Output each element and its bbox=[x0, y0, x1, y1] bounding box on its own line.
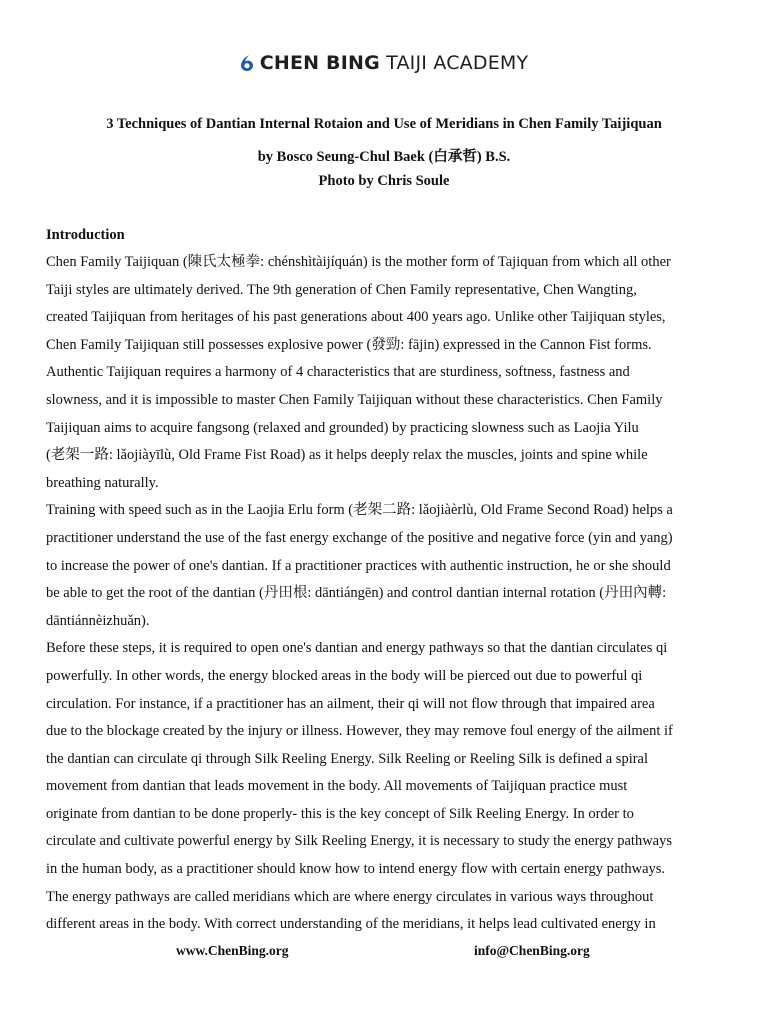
body-text bbox=[46, 249, 722, 939]
document-title: 3 Techniques of Dantian Internal Rotaion and Use of Meridians in Chen Family Taijiquan bbox=[106, 116, 662, 132]
yin-drop-icon bbox=[240, 54, 254, 72]
logo-tagline: TAIJI ACADEMY bbox=[386, 52, 529, 74]
body-line: Authentic Taijiquan requires a harmony of 4 characteristics that are sturdiness, softness, fastness and bbox=[46, 364, 630, 381]
body-line: (老架一路: lǎojiàyīlù, Old Frame Fist Road) as it helps deeply relax the muscles, joints and spine while bbox=[46, 447, 648, 464]
body-line: be able to get the root of the dantian (丹田根: dāntiángēn) and control dantian internal rotation (丹田內轉: bbox=[46, 585, 667, 602]
body-line: The energy pathways are called meridians which are where energy circulates in various ways throughout bbox=[46, 888, 654, 905]
website-link[interactable]: www.ChenBing.org bbox=[176, 943, 289, 958]
email-link[interactable]: info@ChenBing.org bbox=[474, 943, 590, 958]
body-line: slowness, and it is impossible to master Chen Family Taijiquan without these characteristics. Chen Family bbox=[46, 391, 663, 408]
body-line: dāntiánnèizhuǎn). bbox=[46, 612, 150, 629]
body-line: to increase the power of one's dantian. If a practitioner practices with authentic instruction, he or she should bbox=[46, 557, 671, 574]
body-line: powerfully. In other words, the energy blocked areas in the body will be pierced out due to powerful qi bbox=[46, 667, 643, 684]
body-line: practitioner understand the use of the fast energy exchange of the positive and negative force (yin and yang) bbox=[46, 529, 673, 546]
body-line: Taiji styles are ultimately derived. The 9th generation of Chen Family representative, Chen Wangting, bbox=[46, 281, 637, 298]
body-line: originate from dantian to be done properly- this is the key concept of Silk Reeling Energy. In order to bbox=[46, 805, 634, 822]
photo-credit: Photo by Chris Soule bbox=[318, 173, 450, 189]
body-line: Training with speed such as in the Laojia Erlu form (老架二路: lǎojiàèrlù, Old Frame Second Road) helps a bbox=[46, 502, 673, 519]
body-line: breathing naturally. bbox=[46, 474, 159, 491]
body-line: Chen Family Taijiquan still possesses explosive power (發勁: fājin) expressed in the Cannon Fist forms. bbox=[46, 336, 652, 353]
body-line: circulate and cultivate powerful energy by Silk Reeling Energy, it is necessary to study the energy pathways bbox=[46, 833, 673, 850]
body-line: due to the blockage created by the injury or illness. However, they may remove foul energy of the ailment if bbox=[46, 723, 673, 740]
body-line: Chen Family Taijiquan (陳氏太極拳: chénshìtàijíquán) is the mother form of Tajiquan from which all other bbox=[46, 254, 671, 270]
body-line: created Taijiquan from heritages of his past generations about 400 years ago. Unlike other Taijiquan styles, bbox=[46, 309, 666, 326]
logo-name: CHEN BING bbox=[259, 52, 380, 74]
body-line: different areas in the body. With correct understanding of the meridians, it helps lead cultivated energy in bbox=[46, 916, 656, 933]
body-line: Taijiquan aims to acquire fangsong (relaxed and grounded) by practicing slowness such as Laojia Yilu bbox=[46, 419, 639, 436]
body-line: Before these steps, it is required to open one's dantian and energy pathways so that the dantian circulates qi bbox=[46, 640, 668, 657]
body-line: movement from dantian that leads movement in the body. All movements of Taijiquan practice must bbox=[46, 778, 628, 795]
section-heading: Introduction bbox=[46, 227, 125, 243]
academy-logo bbox=[0, 52, 768, 74]
body-line: circulation. For instance, if a practitioner has an ailment, their qi will not flow through that impaired area bbox=[46, 695, 655, 712]
body-line: in the human body, as a practitioner should know how to intend energy flow with certain energy pathways. bbox=[46, 861, 666, 878]
body-line: the dantian can circulate qi through Silk Reeling Energy. Silk Reeling or Reeling Silk is defined a spiral bbox=[46, 750, 649, 767]
author-byline: by Bosco Seung-Chul Baek (白承哲) B.S. bbox=[257, 149, 511, 165]
